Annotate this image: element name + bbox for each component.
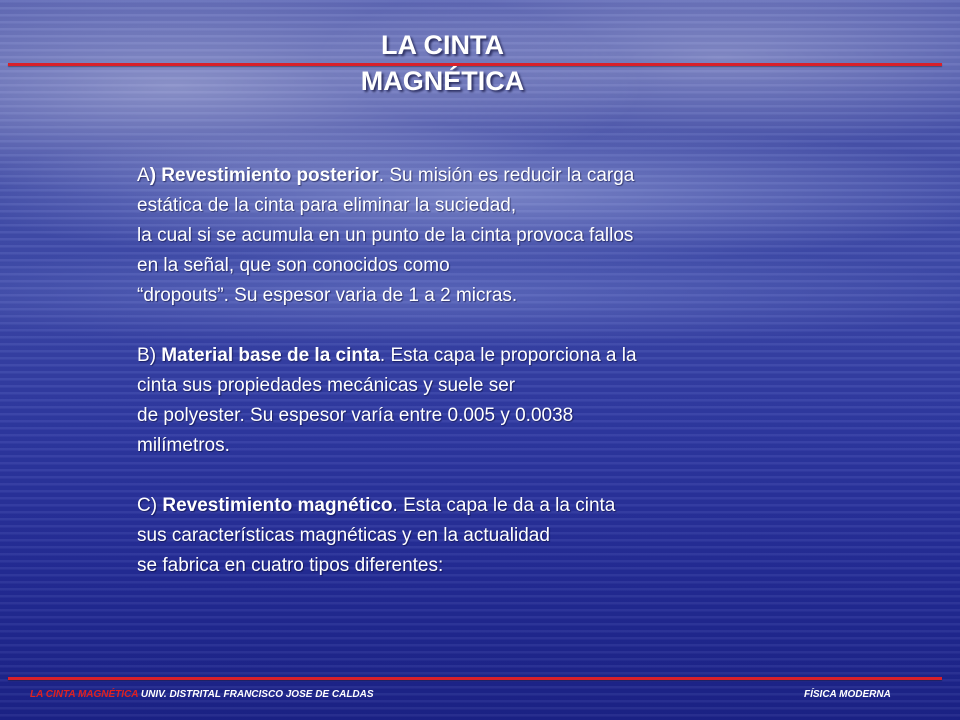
footer-topic: LA CINTA MAGNÉTICA	[30, 689, 139, 700]
section-b-line-2: cinta sus propiedades mecánicas y suele ser	[137, 375, 516, 396]
section-c-letter: C	[137, 495, 151, 516]
footer-divider	[8, 677, 942, 680]
section-b-line-3: de polyester. Su espesor varía entre 0.005 y 0.0038	[137, 405, 574, 426]
section-a	[137, 161, 797, 311]
footer-institution: UNIV. DISTRITAL FRANCISCO JOSE DE CALDAS	[140, 689, 374, 700]
slide-title-line-2: MAGNÉTICA	[360, 66, 525, 96]
section-c-line-3: se fabrica en cuatro tipos diferentes:	[137, 555, 444, 576]
section-b-first-line	[137, 341, 797, 371]
section-a-line-3: la cual si se acumula en un punto de la cinta provoca fallos	[137, 225, 634, 246]
section-c-heading: Revestimiento magnético	[162, 495, 393, 516]
footer-course: FÍSICA MODERNA	[804, 689, 891, 700]
section-b-letter: B	[137, 345, 150, 366]
section-a-line-5: “dropouts”. Su espesor varia de 1 a 2 micras.	[137, 285, 518, 306]
section-spacer	[137, 461, 797, 491]
section-b-line-1: . Esta capa le proporciona a la	[379, 345, 637, 366]
section-b	[137, 341, 797, 461]
section-a-letter: A	[137, 165, 150, 186]
section-c-paren: )	[150, 495, 158, 516]
section-b-line-4: milímetros.	[137, 435, 230, 456]
section-a-paren: )	[149, 165, 157, 186]
section-c	[137, 491, 797, 581]
section-a-line-2: estática de la cinta para eliminar la suciedad,	[137, 195, 517, 216]
section-b-heading: Material base de la cinta	[161, 345, 380, 366]
footer-left	[30, 689, 374, 701]
section-a-line-4: en la señal, que son conocidos como	[137, 255, 450, 276]
section-a-line-1: . Su misión es reducir la carga	[378, 165, 635, 186]
section-b-paren: )	[149, 345, 157, 366]
section-a-first-line	[137, 161, 797, 191]
slide-body	[137, 161, 797, 581]
slide-title	[300, 27, 585, 99]
section-c-line-1: . Esta capa le da a la cinta	[392, 495, 616, 516]
slide-title-line-1: LA CINTA	[381, 30, 504, 60]
section-c-line-2: sus características magnéticas y en la actualidad	[137, 525, 550, 546]
section-c-first-line	[137, 491, 797, 521]
section-a-heading: Revestimiento posterior	[161, 165, 379, 186]
section-spacer	[137, 311, 797, 341]
